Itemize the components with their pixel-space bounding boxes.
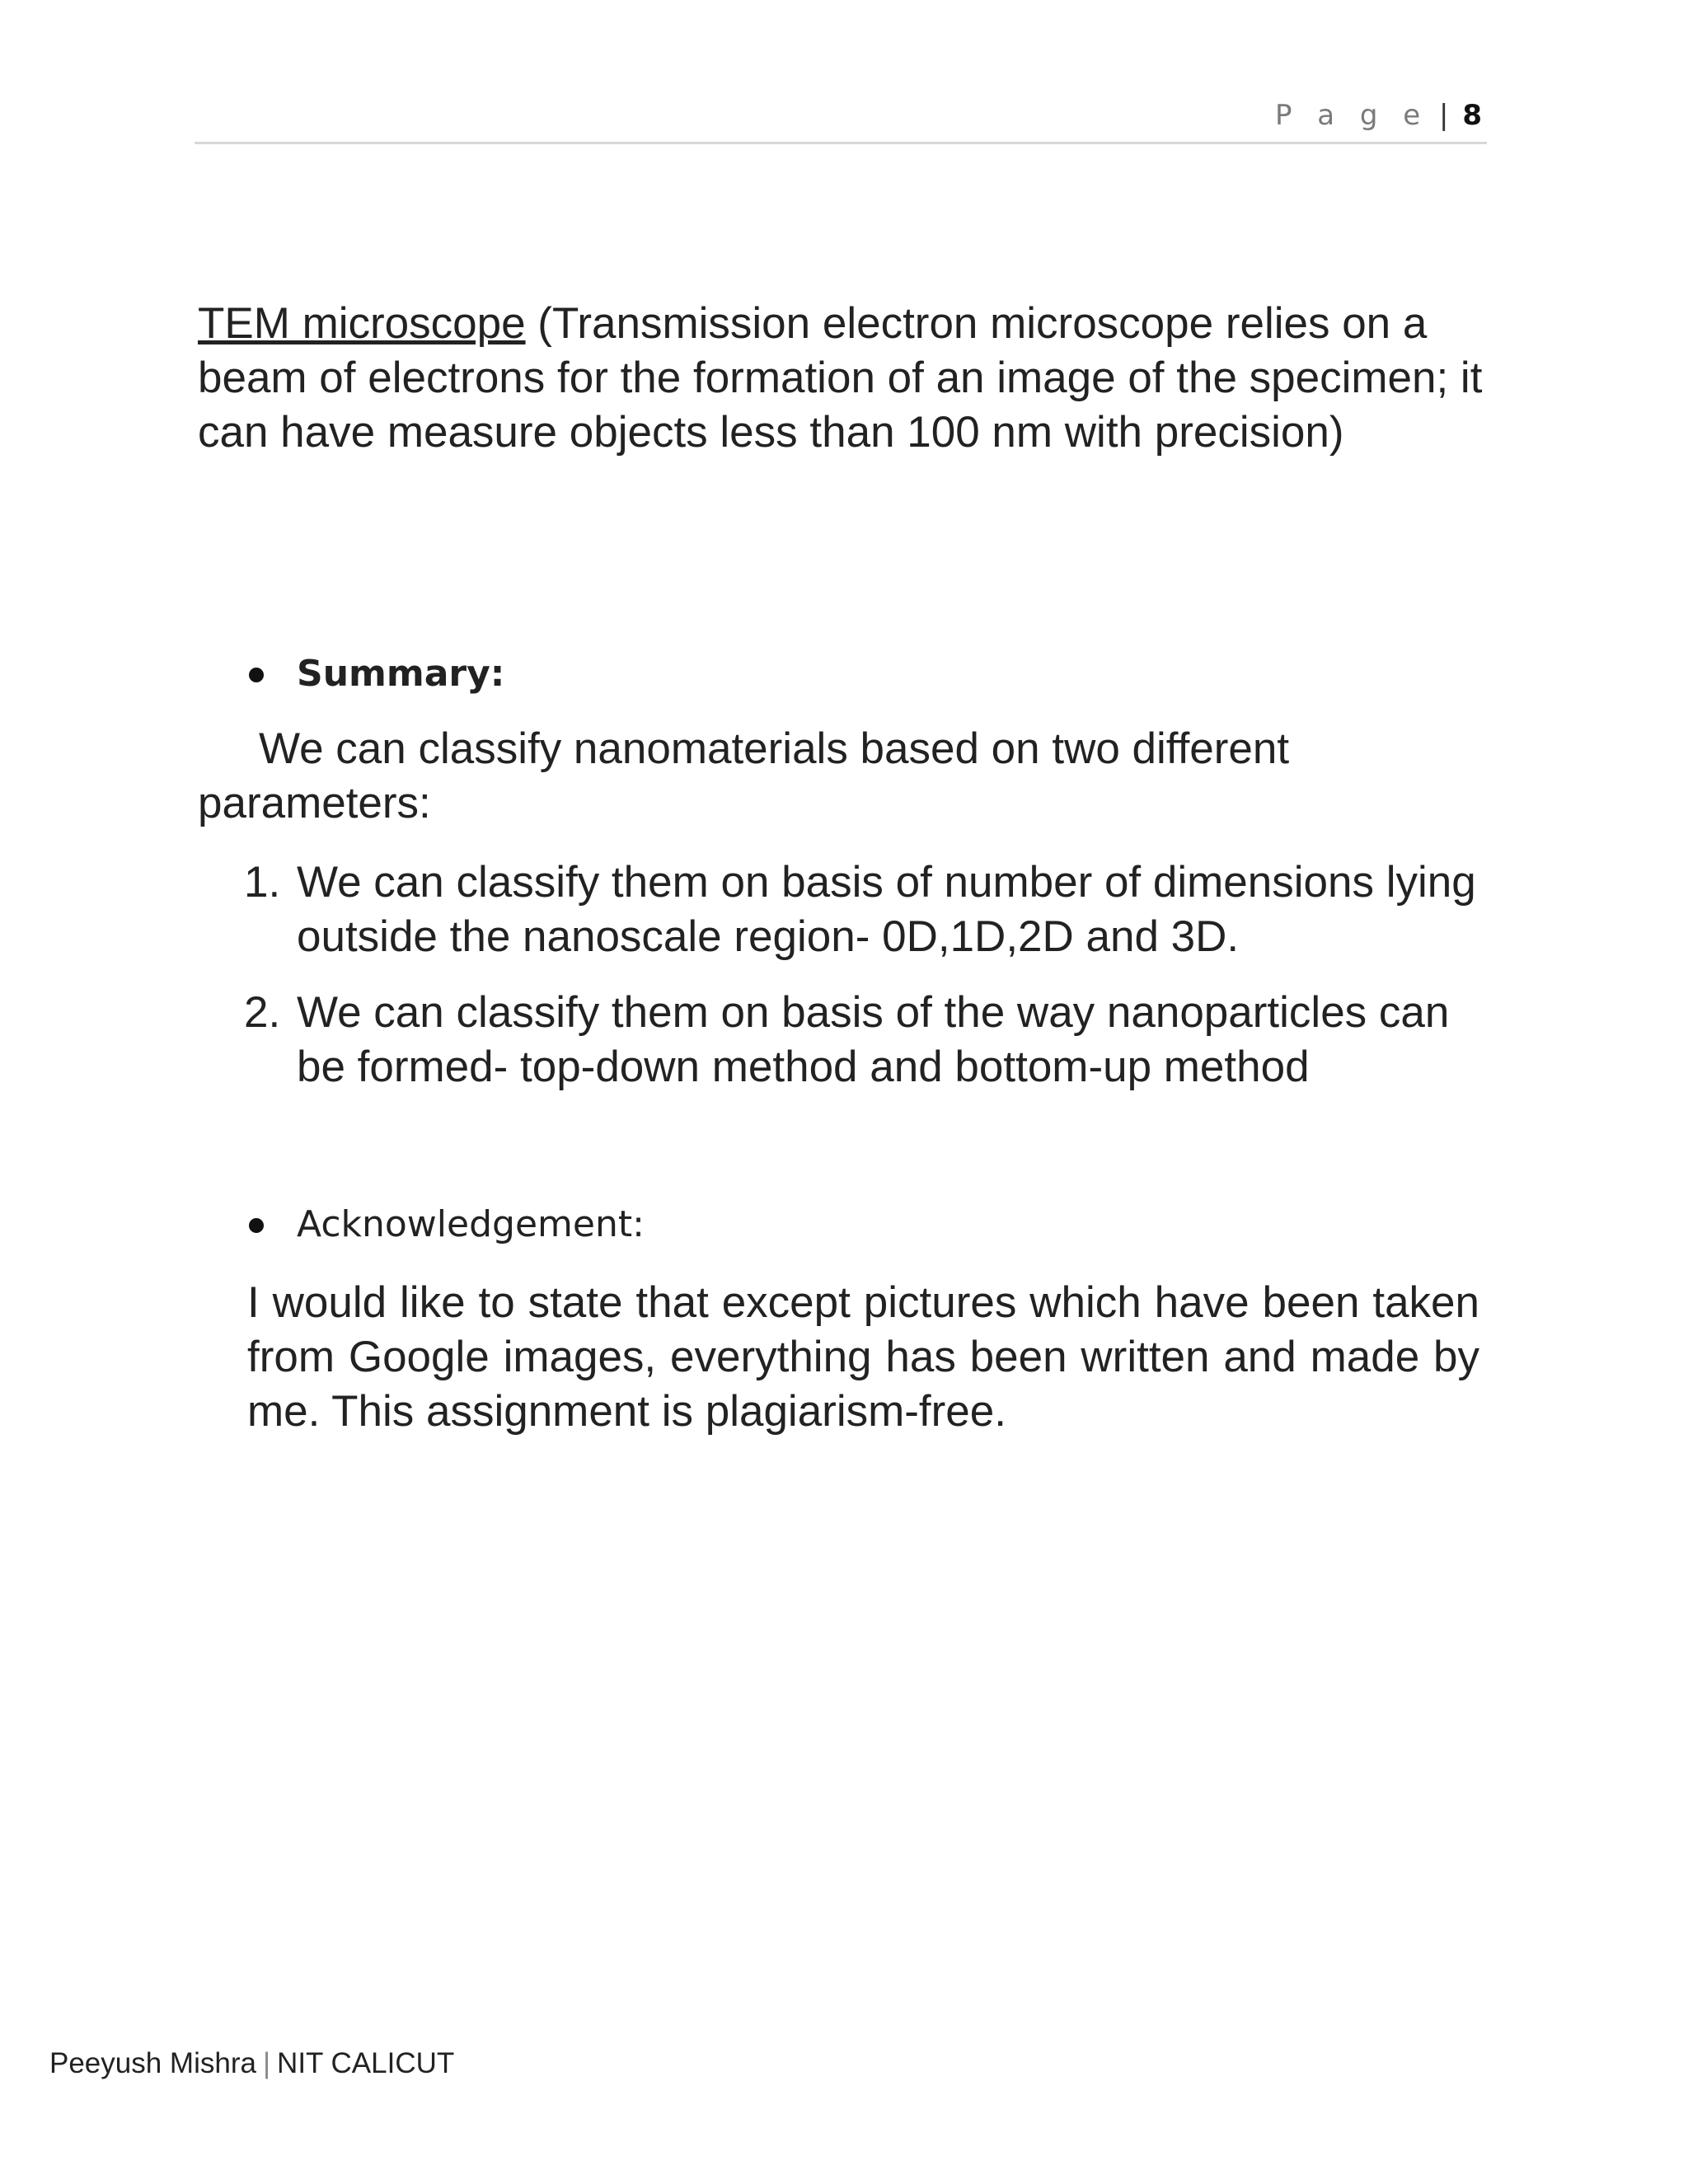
acknowledgement-text: I would like to state that except pictures which have been taken from Google images, everything has been written and made by me. This assignment is plagiarism-free. [247,1278,1479,1436]
list-item-number: 1. [244,858,281,907]
bullet-icon [249,668,264,682]
list-item-text: We can classify them on basis of the way nanoparticles can be formed- top-down method and bottom-up method [297,988,1450,1091]
acknowledgement-heading: Acknowledgement: [297,1203,645,1245]
tem-description: (Transmission electron microscope relies on a beam of electrons for the formation of an image of the specimen; it can have measure objects less than 100 nm with precision) [198,299,1483,457]
page-word: P a g e [1274,99,1429,132]
footer-separator: | [262,2047,271,2079]
page-separator: | [1439,99,1449,132]
list-item-number: 2. [244,988,281,1037]
bullet-icon [249,1218,264,1233]
summary-intro: We can classify nanomaterials based on two different parameters: [198,724,1290,827]
summary-heading: Summary: [297,653,505,695]
page-number-label [1275,99,1482,132]
page-footer [49,2047,454,2080]
list-item [244,855,1480,964]
tem-paragraph [198,297,1484,460]
list-item [244,986,1480,1094]
page-header [195,92,1487,144]
footer-institute: NIT CALICUT [277,2047,455,2079]
page-number: 8 [1462,99,1482,132]
footer-author: Peeyush Mishra [49,2047,256,2079]
tem-title: TEM microscope [198,299,526,348]
list-item-text: We can classify them on basis of number of dimensions lying outside the nanoscale region- 0D,1D,2D and 3D. [297,858,1476,961]
